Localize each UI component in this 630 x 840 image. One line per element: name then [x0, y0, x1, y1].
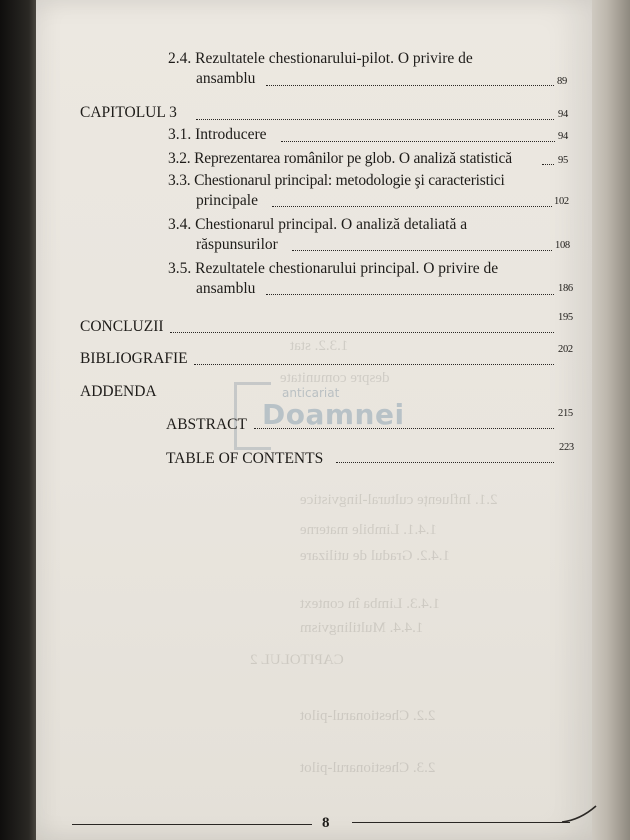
dot-leader — [292, 250, 552, 251]
toc-abstract: ABSTRACT — [166, 416, 247, 433]
bleed-through-text: 2.2. Chestionarul-pilot — [300, 708, 436, 724]
dot-leader — [542, 164, 554, 165]
watermark-top-text: anticariat — [282, 386, 340, 400]
dot-leader — [196, 119, 554, 120]
dot-leader — [194, 364, 554, 365]
toc-conclusions-page: 195 — [558, 312, 573, 323]
toc-entry-3-2: 3.2. Reprezentarea românilor pe glob. O analiză statistică — [168, 150, 512, 167]
bleed-through-text: CAPITOLUL 2 — [250, 652, 344, 668]
toc-entry-3-4-title-cont: răspunsurilor — [196, 236, 278, 253]
toc-abstract-page: 215 — [558, 408, 573, 419]
toc-entry-3-4-title: 3.4. Chestionarul principal. O analiză detaliată a — [168, 216, 468, 233]
toc-entry-3-5-title: 3.5. Rezultatele chestionarului principal. O privire de — [168, 260, 499, 277]
page-edge — [592, 0, 630, 840]
toc-bibliography: BIBLIOGRAFIE — [80, 350, 188, 367]
toc-entry-2-4-title-cont: ansamblu — [196, 70, 256, 87]
toc-addenda: ADDENDA — [80, 383, 157, 400]
dot-leader — [281, 141, 555, 142]
toc-entry-3-1: 3.1. Introducere — [168, 126, 267, 143]
dot-leader — [254, 428, 554, 429]
toc-entry-3-2-page: 95 — [558, 155, 568, 166]
toc-entry-3-3-page: 102 — [554, 196, 569, 207]
dot-leader — [170, 332, 554, 333]
bleed-through-text: 2.1. Influențe cultural-lingvistice — [300, 492, 498, 508]
footer-rule-left — [72, 824, 312, 825]
bleed-through-text: 1.3.2. stat — [290, 338, 349, 354]
toc-entry-2-4-page: 89 — [557, 76, 567, 87]
footer-rule-right — [352, 822, 570, 823]
dot-leader — [336, 462, 554, 463]
toc-entry-3-1-page: 94 — [558, 131, 568, 142]
toc-entry-2-4-title: 2.4. Rezultatele chestionarului-pilot. O privire de — [168, 50, 473, 67]
bleed-through-text: 1.4.3. Limba în context — [300, 596, 440, 612]
book-gutter — [0, 0, 36, 840]
footer-swash — [560, 804, 600, 826]
bleed-through-text: 1.4.2. Gradul de utilizare — [300, 548, 450, 564]
toc-entry-3-4-page: 108 — [555, 240, 570, 251]
bleed-through-text: 1.4.1. Limbile materne — [300, 522, 438, 538]
toc-table-of-contents-page: 223 — [559, 442, 574, 453]
toc-chapter-3: CAPITOLUL 3 — [80, 104, 177, 121]
toc-table-of-contents: TABLE OF CONTENTS — [166, 450, 324, 467]
toc-chapter-3-page: 94 — [558, 109, 568, 120]
page-number: 8 — [322, 815, 330, 831]
watermark-main-text: Doamnei — [262, 398, 405, 431]
toc-conclusions: CONCLUZII — [80, 318, 164, 335]
dot-leader — [266, 85, 554, 86]
bleed-through-text: despre comunitate — [280, 370, 390, 386]
toc-entry-3-3-title-cont: principale — [196, 192, 258, 209]
toc-entry-3-5-page: 186 — [558, 283, 573, 294]
watermark-logo — [234, 382, 405, 452]
bleed-through-text: 1.4.4. Multilingvism — [300, 620, 424, 636]
bleed-through-text: 2.3. Chestionarul-pilot — [300, 760, 436, 776]
toc-entry-3-5-title-cont: ansamblu — [196, 280, 256, 297]
toc-bibliography-page: 202 — [558, 344, 573, 355]
dot-leader — [266, 294, 554, 295]
dot-leader — [272, 206, 552, 207]
toc-entry-3-3-title: 3.3. Chestionarul principal: metodologie şi caracteristici — [168, 172, 505, 189]
